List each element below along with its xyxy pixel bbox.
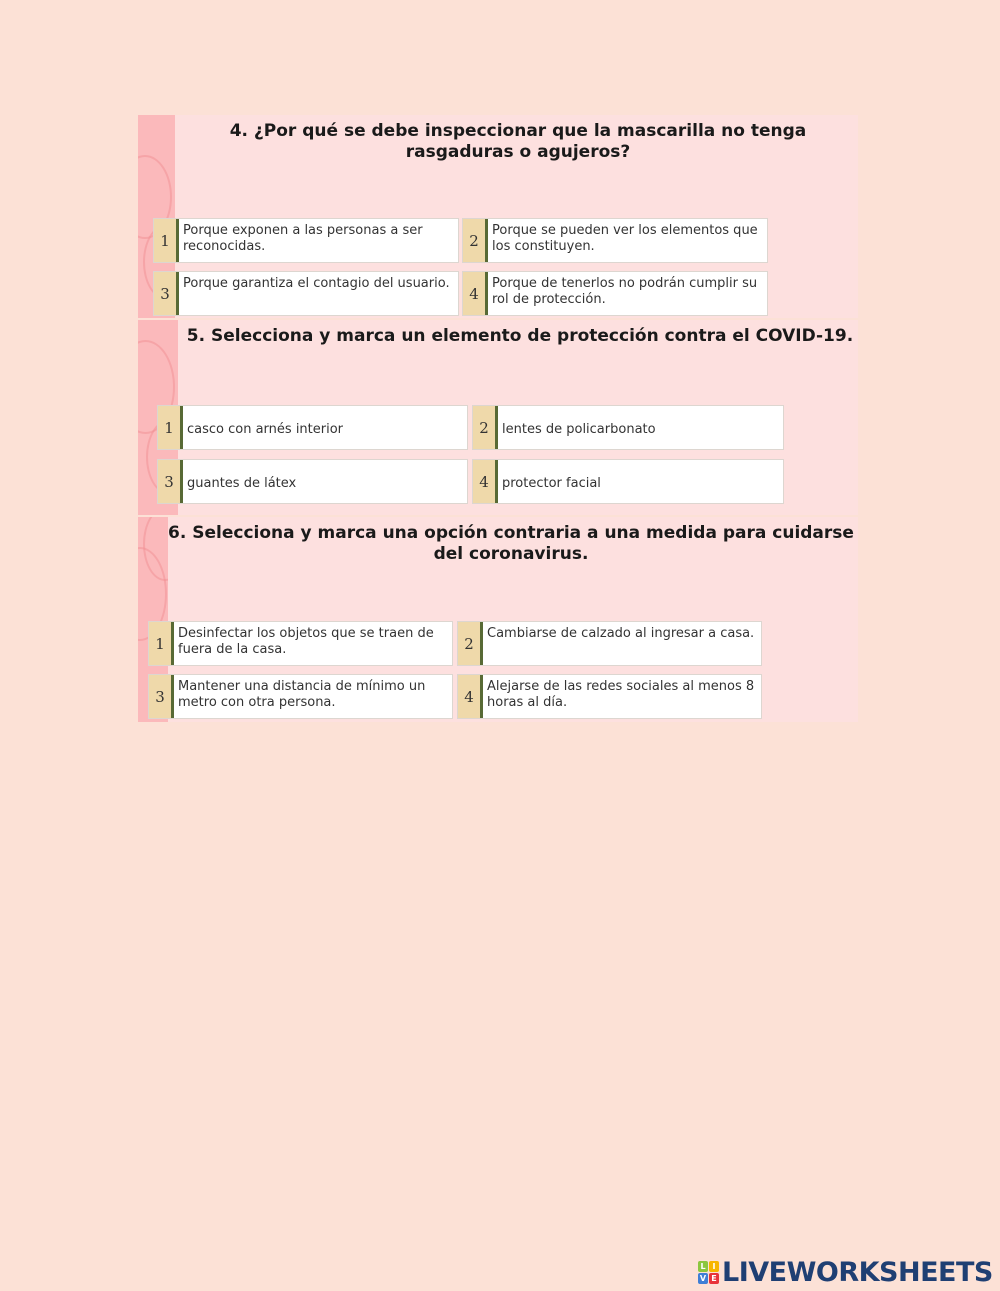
answer-option-1[interactable] bbox=[148, 621, 453, 666]
liveworksheets-logo[interactable] bbox=[698, 1257, 993, 1288]
answer-option-1[interactable] bbox=[157, 405, 468, 450]
answer-option-2[interactable] bbox=[472, 405, 784, 450]
answer-option-4[interactable] bbox=[462, 271, 768, 316]
option-number: 2 bbox=[458, 622, 480, 665]
option-number: 4 bbox=[473, 460, 495, 503]
answer-option-3[interactable] bbox=[148, 674, 453, 719]
logo-wordmark: LIVEWORKSHEETS bbox=[722, 1257, 993, 1288]
question-title: 5. Selecciona y marca un elemento de protección contra el COVID-19. bbox=[186, 326, 854, 346]
question-4-section bbox=[138, 115, 858, 318]
option-text: Porque de tenerlos no podrán cumplir su rol de protección. bbox=[492, 276, 758, 307]
option-number: 1 bbox=[158, 406, 180, 449]
option-number: 2 bbox=[473, 406, 495, 449]
option-text: guantes de látex bbox=[187, 475, 297, 491]
option-text: Alejarse de las redes sociales al menos 8 horas al día. bbox=[487, 679, 755, 710]
option-number: 3 bbox=[154, 272, 176, 315]
option-text: Desinfectar los objetos que se traen de fuera de la casa. bbox=[178, 626, 434, 657]
logo-letter-i: I bbox=[709, 1261, 719, 1272]
answer-option-2[interactable] bbox=[457, 621, 762, 666]
option-number: 3 bbox=[158, 460, 180, 503]
answer-option-2[interactable] bbox=[462, 218, 768, 263]
option-text: lentes de policarbonato bbox=[502, 421, 656, 437]
question-title: 4. ¿Por qué se debe inspeccionar que la mascarilla no tenga rasgaduras o agujeros? bbox=[229, 121, 807, 162]
option-text: Porque garantiza el contagio del usuario. bbox=[183, 276, 450, 291]
question-6-section bbox=[138, 517, 858, 722]
answer-option-4[interactable] bbox=[472, 459, 784, 504]
answer-option-1[interactable] bbox=[153, 218, 459, 263]
option-number: 3 bbox=[149, 675, 171, 718]
option-number: 1 bbox=[154, 219, 176, 262]
answer-option-4[interactable] bbox=[457, 674, 762, 719]
option-number: 1 bbox=[149, 622, 171, 665]
option-text: protector facial bbox=[502, 475, 601, 491]
option-number: 4 bbox=[463, 272, 485, 315]
question-title: 6. Selecciona y marca una opción contraria a una medida para cuidarse del coronavirus. bbox=[168, 523, 854, 564]
live-blocks-icon bbox=[698, 1261, 719, 1284]
logo-letter-l: L bbox=[698, 1261, 708, 1272]
option-number: 2 bbox=[463, 219, 485, 262]
option-text: Mantener una distancia de mínimo un metro con otra persona. bbox=[178, 679, 426, 710]
option-text: Porque exponen a las personas a ser reconocidas. bbox=[183, 223, 423, 254]
logo-letter-v: V bbox=[699, 1274, 707, 1283]
answer-option-3[interactable] bbox=[153, 271, 459, 316]
logo-letter-e: E bbox=[709, 1273, 719, 1284]
option-text: Porque se pueden ver los elementos que los constituyen. bbox=[492, 223, 758, 254]
option-number: 4 bbox=[458, 675, 480, 718]
option-text: casco con arnés interior bbox=[187, 421, 344, 437]
option-text: Cambiarse de calzado al ingresar a casa. bbox=[487, 626, 755, 641]
answer-option-3[interactable] bbox=[157, 459, 468, 504]
question-5-section bbox=[138, 320, 858, 515]
